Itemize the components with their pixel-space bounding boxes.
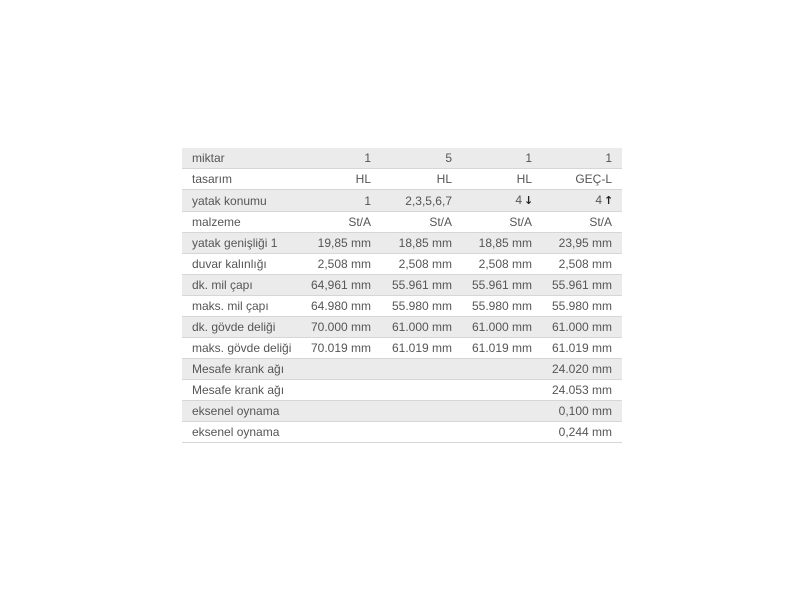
row-label: eksenel oynama xyxy=(182,422,300,443)
table-cell: 2,508 mm xyxy=(462,254,542,275)
table-cell: 70.019 mm xyxy=(300,338,381,359)
row-label: malzeme xyxy=(182,212,300,233)
table-row-axial-play-max xyxy=(182,422,622,443)
table-row-max-housing-bore xyxy=(182,338,622,359)
table-row-bearing-position xyxy=(182,190,622,212)
table-cell: 55.961 mm xyxy=(381,275,462,296)
table-cell: HL xyxy=(462,169,542,190)
table-cell xyxy=(300,359,381,380)
table-cell xyxy=(300,401,381,422)
table-row-material xyxy=(182,212,622,233)
table-cell: 70.000 mm xyxy=(300,317,381,338)
table-cell: 2,3,5,6,7 xyxy=(381,190,462,212)
table-cell: 24.020 mm xyxy=(542,359,622,380)
table-cell xyxy=(381,380,462,401)
table-cell: 1 xyxy=(542,148,622,169)
row-label: yatak konumu xyxy=(182,190,300,212)
table-cell: 19,85 mm xyxy=(300,233,381,254)
row-label: maks. gövde deliği xyxy=(182,338,300,359)
table-row-crank-web-distance-max xyxy=(182,380,622,401)
row-label: Mesafe krank ağı xyxy=(182,380,300,401)
table-row-min-housing-bore xyxy=(182,317,622,338)
table-cell: St/A xyxy=(542,212,622,233)
table-cell: 18,85 mm xyxy=(462,233,542,254)
table-cell: HL xyxy=(300,169,381,190)
table-cell: 2,508 mm xyxy=(542,254,622,275)
row-label: yatak genişliği 1 xyxy=(182,233,300,254)
table-cell: GEÇ-L xyxy=(542,169,622,190)
table-cell: 23,95 mm xyxy=(542,233,622,254)
arrow-up-icon: ↑ xyxy=(604,194,614,207)
table-cell: 61.019 mm xyxy=(542,338,622,359)
table-row-quantity xyxy=(182,148,622,169)
table-cell: HL xyxy=(381,169,462,190)
table-row-min-shaft-diameter xyxy=(182,275,622,296)
table-cell: 18,85 mm xyxy=(381,233,462,254)
table-row-bearing-width xyxy=(182,233,622,254)
table-cell: 61.019 mm xyxy=(381,338,462,359)
table-cell xyxy=(381,401,462,422)
table-cell: 0,244 mm xyxy=(542,422,622,443)
row-label: eksenel oynama xyxy=(182,401,300,422)
row-label: Mesafe krank ağı xyxy=(182,359,300,380)
table-cell: 61.000 mm xyxy=(542,317,622,338)
table-cell: St/A xyxy=(300,212,381,233)
table-cell: 61.019 mm xyxy=(462,338,542,359)
table-cell: St/A xyxy=(462,212,542,233)
table-cell: 55.961 mm xyxy=(462,275,542,296)
row-label: miktar xyxy=(182,148,300,169)
table-cell xyxy=(462,401,542,422)
table-row-design xyxy=(182,169,622,190)
bearing-spec-table xyxy=(182,148,622,443)
table-cell xyxy=(462,190,542,212)
table-cell xyxy=(300,380,381,401)
table-cell: 55.980 mm xyxy=(542,296,622,317)
table-cell xyxy=(300,422,381,443)
table-row-max-shaft-diameter xyxy=(182,296,622,317)
table-cell: 61.000 mm xyxy=(462,317,542,338)
table-cell: 2,508 mm xyxy=(381,254,462,275)
table-cell xyxy=(462,380,542,401)
table-cell: 55.961 mm xyxy=(542,275,622,296)
table-cell xyxy=(381,359,462,380)
row-label: dk. gövde deliği xyxy=(182,317,300,338)
table-cell: 55.980 mm xyxy=(462,296,542,317)
table-cell xyxy=(462,422,542,443)
cell-value: 4 xyxy=(595,193,602,207)
table-cell: 0,100 mm xyxy=(542,401,622,422)
table-cell: 64.980 mm xyxy=(300,296,381,317)
table-cell: 24.053 mm xyxy=(542,380,622,401)
table-cell: 2,508 mm xyxy=(300,254,381,275)
table-cell xyxy=(462,359,542,380)
table-cell: 61.000 mm xyxy=(381,317,462,338)
table-cell: 1 xyxy=(300,148,381,169)
table-cell: 55.980 mm xyxy=(381,296,462,317)
row-label: maks. mil çapı xyxy=(182,296,300,317)
table-row-wall-thickness xyxy=(182,254,622,275)
table-cell xyxy=(381,422,462,443)
table-cell: 5 xyxy=(381,148,462,169)
table-cell: 1 xyxy=(300,190,381,212)
table-cell: 64,961 mm xyxy=(300,275,381,296)
table-cell: 1 xyxy=(462,148,542,169)
table-row-crank-web-distance-min xyxy=(182,359,622,380)
arrow-down-icon: ↓ xyxy=(524,194,534,207)
table-row-axial-play-min xyxy=(182,401,622,422)
row-label: dk. mil çapı xyxy=(182,275,300,296)
row-label: duvar kalınlığı xyxy=(182,254,300,275)
table-cell xyxy=(542,190,622,212)
row-label: tasarım xyxy=(182,169,300,190)
cell-value: 4 xyxy=(515,193,522,207)
table-cell: St/A xyxy=(381,212,462,233)
